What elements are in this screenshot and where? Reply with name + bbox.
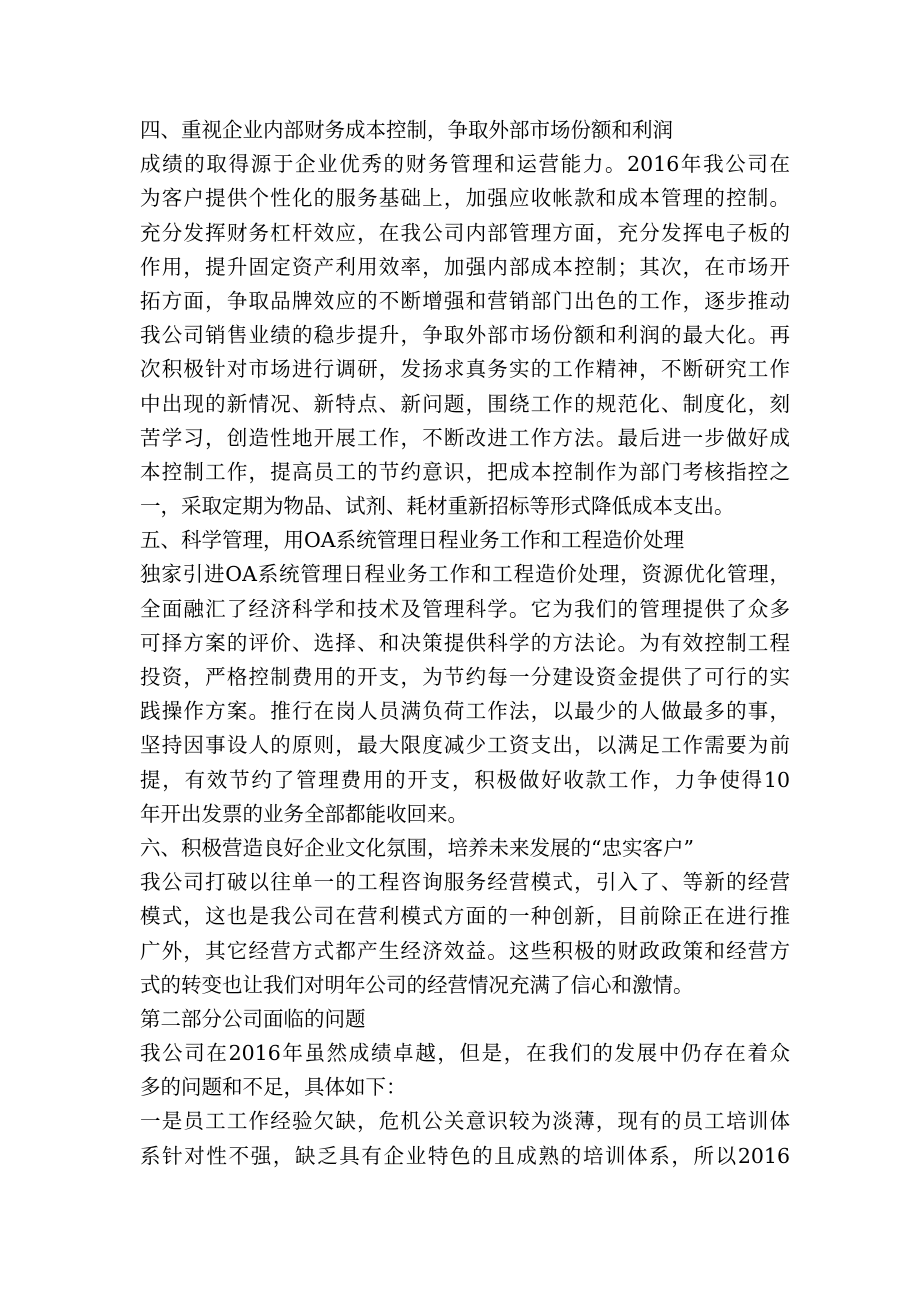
text-line: 年开出发票的业务全部都能收回来。 [140, 801, 468, 826]
text-line: 一是员工工作经验欠缺，危机公关意识较为淡薄，现有的员工培训体 [140, 1109, 790, 1134]
text-line: 多的问题和不足，具体如下： [140, 1075, 407, 1100]
text-line: 可择方案的评价、选择、和决策提供科学的方法论。为有效控制工程 [140, 630, 790, 655]
text-line: 作用，提升固定资产利用效率，加强内部成本控制；其次，在市场开 [140, 254, 790, 279]
text-line: 我公司销售业绩的稳步提升，争取外部市场份额和利润的最大化。再 [140, 323, 790, 348]
text-line: 中出现的新情况、新特点、新问题，围绕工作的规范化、制度化，刻 [140, 391, 790, 416]
text-line: 广外，其它经营方式都产生经济效益。这些积极的财政政策和经营方 [140, 938, 790, 963]
text-line: 次积极针对市场进行调研，发扬求真务实的工作精神，不断研究工作 [140, 357, 790, 382]
text-line: 模式，这也是我公司在营利模式方面的一种创新，目前除正在进行推 [140, 904, 790, 929]
text-line: 式的转变也让我们对明年公司的经营情况充满了信心和激情。 [140, 972, 694, 997]
part-heading: 第二部分公司面临的问题 [140, 1006, 366, 1031]
text-line: 我公司在2016年虽然成绩卓越，但是，在我们的发展中仍存在着众 [140, 1041, 790, 1066]
section-heading-6: 六、积极营造良好企业文化氛围，培养未来发展的“忠实客户” [140, 835, 694, 860]
text-line: 提，有效节约了管理费用的开支，积极做好收款工作，力争使得10 [140, 767, 790, 792]
text-line: 成绩的取得源于企业优秀的财务管理和运营能力。2016年我公司在 [140, 152, 790, 177]
text-line: 苦学习，创造性地开展工作，不断改进工作方法。最后进一步做好成 [140, 425, 790, 450]
text-line: 拓方面，争取品牌效应的不断增强和营销部门出色的工作，逐步推动 [140, 288, 790, 313]
text-line: 独家引进OA系统管理日程业务工作和工程造价处理，资源优化管理， [140, 562, 790, 587]
text-line: 系针对性不强，缺乏具有企业特色的且成熟的培训体系，所以2016 [140, 1143, 790, 1168]
text-line: 我公司打破以往单一的工程咨询服务经营模式，引入了、等新的经营 [140, 870, 790, 895]
text-line: 本控制工作，提高员工的节约意识，把成本控制作为部门考核指控之 [140, 459, 790, 484]
text-line: 一，采取定期为物品、试剂、耗材重新招标等形式降低成本支出。 [140, 494, 735, 519]
text-line: 全面融汇了经济科学和技术及管理科学。它为我们的管理提供了众多 [140, 596, 790, 621]
text-line: 投资，严格控制费用的开支，为节约每一分建设资金提供了可行的实 [140, 665, 790, 689]
text-line: 坚持因事设人的原则，最大限度减少工资支出，以满足工作需要为前 [140, 733, 790, 758]
text-line: 充分发挥财务杠杆效应，在我公司内部管理方面，充分发挥电子板的 [140, 220, 790, 245]
text-line: 为客户提供个性化的服务基础上，加强应收帐款和成本管理的控制。 [140, 186, 790, 211]
text-line: 践操作方案。推行在岗人员满负荷工作法，以最少的人做最多的事， [140, 699, 790, 724]
section-heading-4: 四、重视企业内部财务成本控制，争取外部市场份额和利润 [140, 118, 673, 142]
section-heading-5: 五、科学管理，用OA系统管理日程业务工作和工程造价处理 [140, 528, 685, 553]
document-body [140, 113, 790, 1173]
